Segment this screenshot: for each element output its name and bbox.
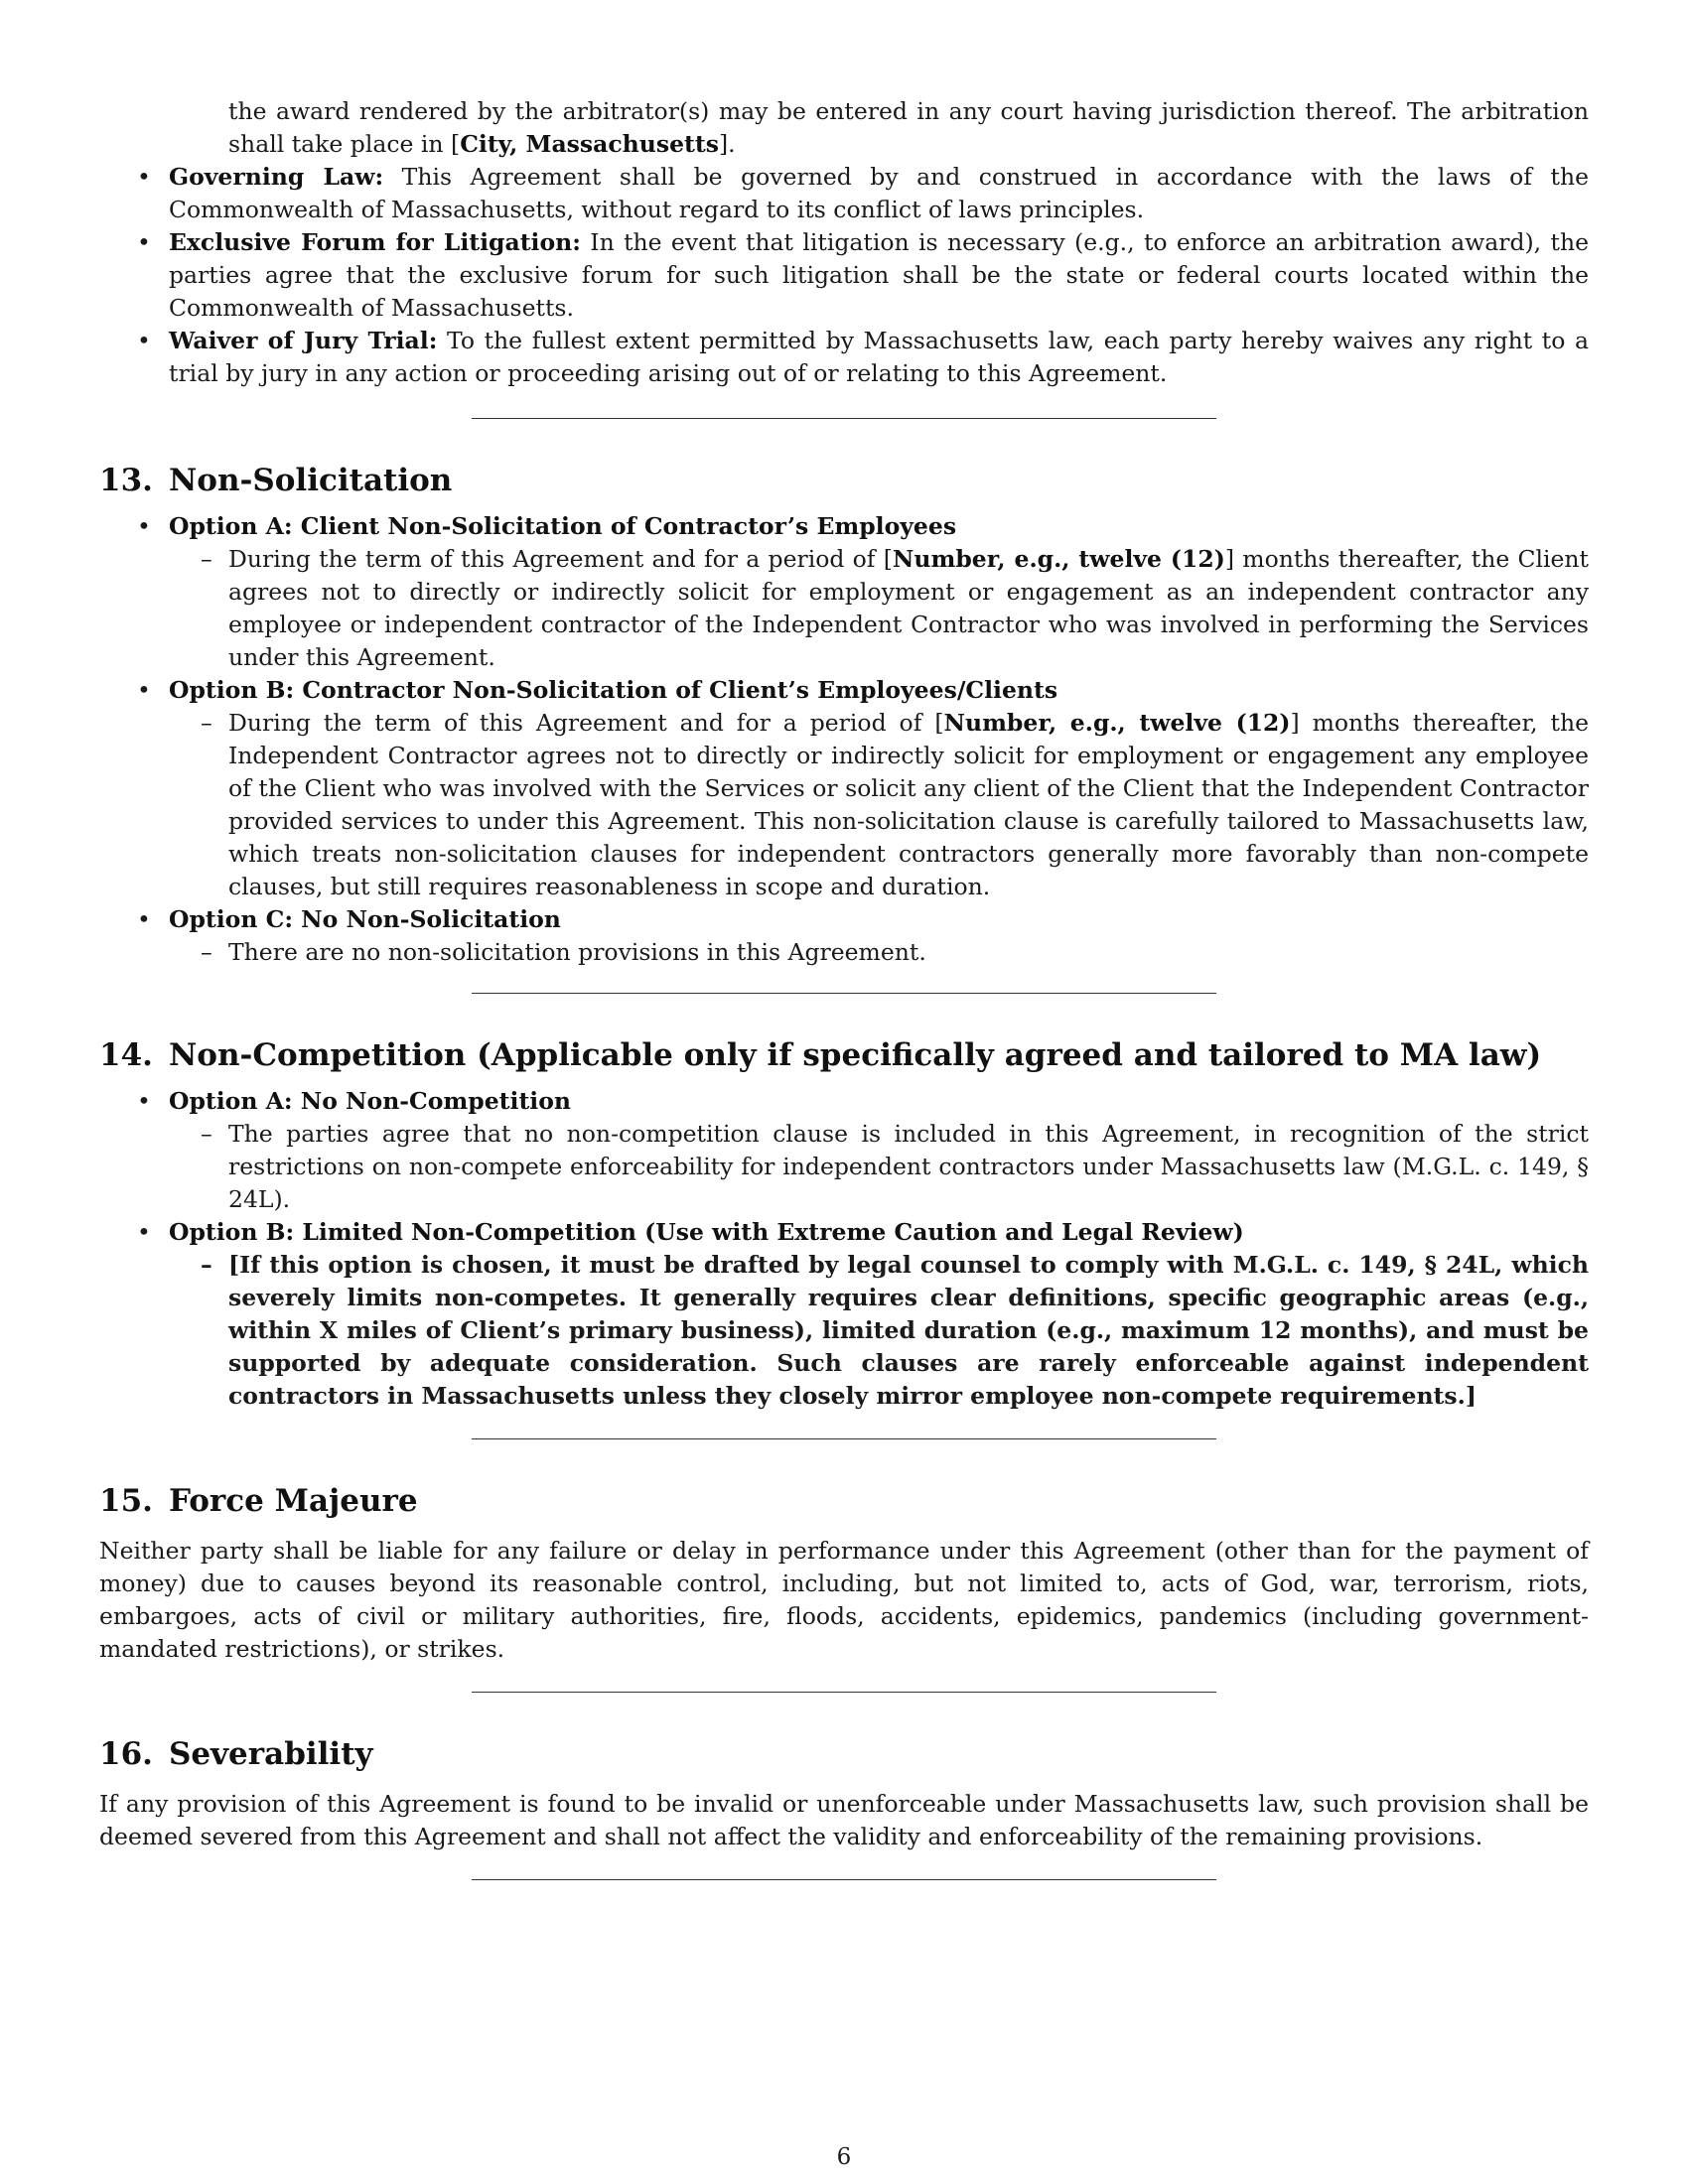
section-number: 15. (99, 1483, 153, 1519)
item-label: Governing Law: (169, 163, 384, 191)
option-label: Option C: No Non-Solicitation (169, 905, 561, 933)
list-item (99, 325, 1589, 390)
item-text: ] months thereafter, the Independent Contractor agrees not to directly or indirectly solicit for employment or engagement any employee of the Client who was involved with the Services or solicit any client of the Client that the Independent Contractor provided services to under this Agreement. This non-solicitation clause is carefully tailored to Massachusetts law, which treats non-solicitation clauses for independent contractors generally more favorably than non-compete clauses, but still requires reasonableness in scope and duration. (228, 709, 1589, 900)
duration-placeholder: Number, e.g., twelve (12) (892, 545, 1225, 573)
section-15-body: Neither party shall be liable for any failure or delay in performance under this Agreement (other than for the payment of money) due to causes beyond its reasonable control, including, but not limited to, acts of God, war, terrorism, riots, embargoes, acts of civil or military authorities, fire, floods, accidents, epidemics, pandemics (including government-mandated restrictions), or strikes. (99, 1537, 1589, 1663)
list-item (99, 1216, 1589, 1413)
arbitration-text-end: ]. (718, 130, 736, 158)
list-item (99, 510, 1589, 674)
option-label: Option A: Client Non-Solicitation of Contractor’s Employees (169, 512, 957, 540)
option-label: Option B: Limited Non-Competition (Use with Extreme Caution and Legal Review) (169, 1218, 1244, 1246)
list-item (99, 1085, 1589, 1216)
section-title: Force Majeure (168, 1483, 418, 1519)
list-item (99, 226, 1589, 325)
option-label: Option B: Contractor Non-Solicitation of Client’s Employees/Clients (169, 676, 1058, 704)
sub-list-item: – There are no non-solicitation provisions in this Agreement. (169, 936, 1589, 969)
item-text: To the fullest extent permitted by Massachusetts law, each party hereby waives any right to a trial by jury in any action or proceeding arising out of or relating to this Agreement. (169, 327, 1589, 387)
option-label: Option A: No Non-Competition (169, 1087, 571, 1115)
sub-list-item: – [If this option is chosen, it must be drafted by legal counsel to comply with M.G.L. c. 149, § 24L, which severely limits non-competes. It generally requires clear definitions, specific geographic areas (e.g., within X miles of Client’s primary business), limited duration (e.g., maximum 12 months), and must be supported by adequate consideration. Such clauses are rarely enforceable against independent contractors in Massachusetts unless they closely mirror employee non-compete requirements.] (169, 1249, 1589, 1413)
section-title: Severability (168, 1736, 373, 1772)
item-text: During the term of this Agreement and for a period of [ (228, 709, 944, 737)
arbitration-continuation (99, 95, 1589, 161)
item-text: ] months thereafter, the Client agrees not to directly or indirectly solicit for employment or engagement as an independent contractor any employee or independent contractor of the Independent Contractor who was involved in performing the Services under this Agreement. (228, 545, 1589, 671)
sub-list (169, 1118, 1589, 1216)
section-14-heading (99, 1035, 1589, 1075)
sub-list-item (169, 707, 1589, 903)
arbitration-text: the award rendered by the arbitrator(s) may be entered in any court having jurisdiction thereof. The arbitration shall take place in [ (228, 97, 1589, 158)
sub-list-item: – The parties agree that no non-competition clause is included in this Agreement, in recognition of the strict restrictions on non-compete enforceability for independent contractors under Massachusetts law (M.G.L. c. 149, § 24L). (169, 1118, 1589, 1216)
arbitration-city-placeholder: City, Massachusetts (460, 130, 719, 158)
page-number: 6 (836, 2144, 852, 2170)
list-item (99, 674, 1589, 903)
sub-list (169, 1249, 1589, 1413)
sub-list-item (169, 543, 1589, 674)
sub-list (169, 707, 1589, 903)
section-number: 14. (99, 1037, 153, 1073)
section-16-heading (99, 1734, 1589, 1774)
item-text: During the term of this Agreement and for a period of [ (228, 545, 893, 573)
sub-list (169, 936, 1589, 969)
section-number: 13. (99, 463, 153, 498)
section-number: 16. (99, 1736, 153, 1772)
section-14-list (99, 1085, 1589, 1413)
section-13-heading (99, 461, 1589, 500)
item-text: In the event that litigation is necessary (e.g., to enforce an arbitration award), the parties agree that the exclusive forum for such litigation shall be the state or federal courts located within the Commonwealth of Massachusetts. (169, 228, 1589, 322)
section-12-list (99, 95, 1589, 390)
section-divider (472, 1879, 1216, 1880)
item-label: Waiver of Jury Trial: (169, 327, 438, 354)
item-label: Exclusive Forum for Litigation: (169, 228, 581, 256)
sub-list (169, 543, 1589, 674)
section-15-heading (99, 1481, 1589, 1521)
list-item (99, 161, 1589, 226)
document-page (99, 95, 1589, 1880)
item-text: This Agreement shall be governed by and construed in accordance with the laws of the Commonwealth of Massachusetts, without regard to its conflict of laws principles. (169, 163, 1589, 223)
section-title: Non-Competition (Applicable only if specifically agreed and tailored to MA law) (168, 1037, 1542, 1073)
list-item (99, 903, 1589, 969)
section-13-list (99, 510, 1589, 969)
duration-placeholder: Number, e.g., twelve (12) (943, 709, 1291, 737)
section-title: Non-Solicitation (168, 463, 453, 498)
section-16-body: If any provision of this Agreement is found to be invalid or unenforceable under Massachusetts law, such provision shall be deemed severed from this Agreement and shall not affect the validity and enforceability of the remaining provisions. (99, 1790, 1589, 1850)
